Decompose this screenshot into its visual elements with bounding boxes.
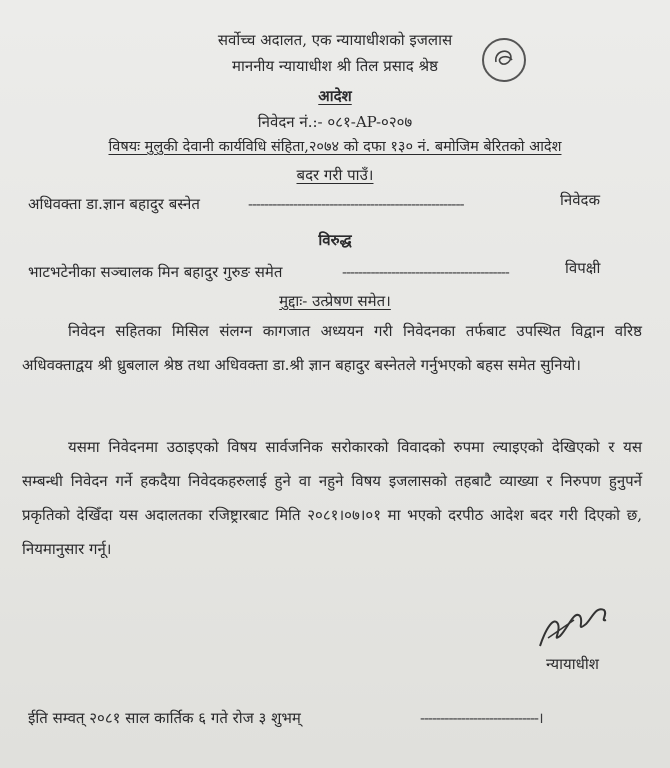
signer-title: न्यायाधीश [546, 655, 599, 673]
application-number: निवेदन नं.:- ०८१-AP-०२०७ [257, 113, 413, 131]
court-line: सर्वोच्च अदालत, एक न्यायाधीशको इजलास [217, 31, 453, 49]
case-type: मुद्दाः- उत्प्रेषण समेत। [279, 292, 391, 310]
subject-line-2: बदर गरी पाउँ। [296, 166, 374, 184]
body-paragraph-1: निवेदन सहितका मिसिल संलग्न कागजात अध्ययन गरी निवेदनका तर्फबाट उपस्थित विद्वान वरिष्ठ अधिवक्ताद्वय श्री ध्रुबलाल श्रेष्ठ तथा अधिवक्ता डा.श्री ज्ञान बहादुर बस्नेतले गर्नुभएको बहस समेत सुनियो। [22, 322, 642, 374]
justice-line: माननीय न्यायाधीश श्री तिल प्रसाद श्रेष्ठ [232, 57, 438, 75]
body-paragraph-2: यसमा निवेदनमा उठाइएको विषय सार्वजनिक सरोकारको विवादको रुपमा ल्याइएको देखिएको र यस सम्बन्धी निवेदन गर्ने हकदैया निवेदकहरुलाई हुने वा नहुने विषय इजलासको तहबाटै व्याख्या र निरुपण हुनुपर्ने प्रकृतिको देखिँदा यस अदालतका रजिष्ट्रारबाट मिति २०८१।०७।०१ मा भएको दरपीठ आदेश बदर गरी दिएको छ, नियमानुसार गर्नू। [22, 438, 642, 558]
court-seal-stamp [482, 38, 526, 82]
applicant-role: निवेदक [560, 191, 601, 209]
versus-label: विरुद्ध [318, 231, 352, 249]
subject-line-1: विषयः मुलुकी देवानी कार्यविधि संहिता,२०७४ को दफा १३० नं. बमोजिम बेरितको आदेश [108, 139, 562, 155]
applicant-dashes: ----------------------------------------------------- [248, 195, 464, 213]
respondent-role: विपक्षी [565, 259, 601, 277]
applicant-name: अधिवक्ता डा.ज्ञान बहादुर बस्नेत [28, 195, 200, 213]
respondent-dashes: ----------------------------------------- [342, 263, 509, 281]
order-title: आदेश [318, 87, 352, 105]
judge-signature [534, 598, 614, 658]
date-dashes: -----------------------------। [420, 709, 543, 727]
date-line: ईति सम्वत् २०८१ साल कार्तिक ६ गते रोज ३ शुभम् [28, 709, 301, 727]
respondent-name: भाटभटेनीका सञ्चालक मिन बहादुर गुरुङ समेत [28, 263, 283, 281]
